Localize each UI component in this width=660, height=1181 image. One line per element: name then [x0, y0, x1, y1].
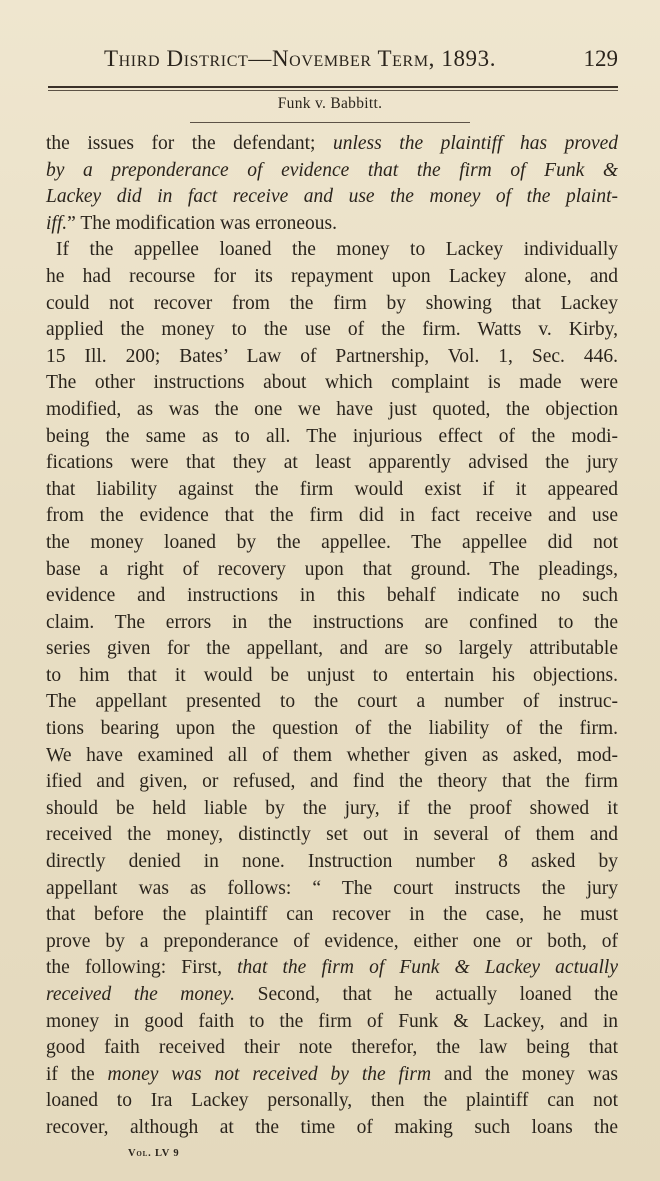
italic-text: iff.: [46, 212, 68, 234]
text-line: [46, 636, 618, 663]
text-line: [46, 583, 618, 610]
text-run: We have examined all of them whether given as asked, mod-: [46, 744, 618, 766]
header-rule-thick: [48, 86, 618, 88]
text-run: prove by a preponderance of evidence, either one or both, of: [46, 930, 618, 952]
signature-mark: Vol. LV 9: [128, 1148, 180, 1159]
text-line: [46, 716, 618, 743]
text-run: the following: First,: [46, 957, 238, 979]
text-run: Second, that he actually loaned the: [235, 984, 618, 1005]
text-run: fications were that they at least apparently advised the jury: [46, 452, 618, 474]
text-run: should be held liable by the jury, if the proof showed it: [46, 797, 618, 819]
text-run: modified, as was the one we have just quoted, the objection: [46, 398, 618, 420]
text-run: ified and given, or refused, and find the theory that the firm: [46, 771, 618, 793]
text-run: the issues for the defendant;: [46, 133, 333, 154]
case-title: Funk v. Babbitt.: [277, 95, 383, 112]
text-run: and the money was: [431, 1063, 618, 1085]
text-run: good faith received their note therefor, the law being that: [46, 1037, 618, 1059]
text-run: the money loaned by the appellee. The appellee did not: [46, 531, 618, 553]
text-run: applied the money to the use of the firm. Watts v. Kirby,: [46, 319, 618, 341]
text-run: from the evidence that the firm did in fact receive and use: [46, 505, 618, 527]
running-head: [104, 46, 618, 72]
text-run: recover, although at the time of making such loans the: [46, 1116, 618, 1138]
italic-text: that the firm of Funk & Lackey actually: [237, 957, 618, 979]
text-line: [46, 477, 618, 504]
text-run: claim. The errors in the instructions are confined to the: [46, 611, 618, 633]
text-line: [46, 264, 618, 291]
text-run: The other instructions about which complaint is made were: [46, 372, 618, 394]
text-line: [46, 1062, 618, 1089]
text-line: [46, 902, 618, 929]
text-line: [46, 237, 618, 264]
page-number: 129: [583, 46, 618, 71]
text-line: [46, 1035, 618, 1062]
text-line: [46, 1115, 618, 1142]
text-line: [46, 769, 618, 796]
text-run: base a right of recovery upon that ground. The pleadings,: [46, 558, 618, 580]
text-line: [46, 796, 618, 823]
text-run: to him that it would be unjust to entertain his objections.: [46, 664, 618, 686]
text-run: if the: [46, 1063, 108, 1085]
text-run: tions bearing upon the question of the liability of the firm.: [46, 718, 618, 740]
text-line: [46, 370, 618, 397]
text-line: [46, 955, 618, 982]
text-run: evidence and instructions in this behalf indicate no such: [46, 585, 618, 607]
text-line: [46, 929, 618, 956]
italic-text: money was not received by the firm: [107, 1063, 432, 1085]
text-run: series given for the appellant, and are so largely attributable: [46, 638, 618, 660]
text-run: directly denied in none. Instruction number 8 asked by: [46, 851, 618, 873]
italic-text: by a preponderance of evidence that the firm of Funk &: [46, 159, 618, 181]
text-line: [46, 663, 618, 690]
text-line: [46, 131, 618, 158]
italic-text: unless the plaintiff has proved: [332, 133, 619, 154]
body-text: [46, 131, 618, 1142]
text-line: [46, 849, 618, 876]
text-line: [46, 291, 618, 318]
text-line: [46, 557, 618, 584]
text-run: loaned to Ira Lackey personally, then the plaintiff can not: [46, 1090, 618, 1112]
text-line: [46, 503, 618, 530]
text-run: If the appellee loaned the money to Lackey individually: [56, 239, 618, 261]
text-line: [46, 743, 618, 770]
text-line: [46, 822, 618, 849]
text-line: [46, 344, 618, 371]
text-line: [46, 1088, 618, 1115]
text-line: [46, 982, 618, 1009]
header-rule-thin: [48, 90, 618, 91]
text-line: [46, 610, 618, 637]
text-run: appellant was as follows: “ The court instructs the jury: [46, 877, 618, 899]
text-run: could not recover from the firm by showing that Lackey: [46, 292, 618, 314]
text-line: [46, 530, 618, 557]
text-run: being the same as to all. The injurious effect of the modi-: [46, 425, 618, 447]
text-run: 15 Ill. 200; Bates’ Law of Partnership, Vol. 1, Sec. 446.: [46, 345, 618, 367]
italic-text: Lackey did in fact receive and use the money of the plaint-: [46, 186, 618, 208]
text-run: money in good faith to the firm of Funk & Lackey, and in: [46, 1010, 618, 1032]
case-title-rule: [190, 122, 470, 123]
text-line: [46, 184, 618, 211]
text-line: [46, 317, 618, 344]
text-run: The appellant presented to the court a number of instruc-: [46, 691, 618, 713]
text-run: that before the plaintiff can recover in the case, he must: [46, 904, 618, 926]
text-line: [46, 211, 618, 238]
italic-text: received the money.: [46, 984, 236, 1005]
text-run: that liability against the firm would exist if it appeared: [46, 478, 618, 500]
text-line: [46, 689, 618, 716]
text-run: ” The modification was erroneous.: [67, 212, 337, 234]
running-title: Third District—November Term, 1893.: [104, 46, 497, 71]
text-run: he had recourse for its repayment upon Lackey alone, and: [46, 265, 618, 287]
text-line: [46, 397, 618, 424]
text-line: [46, 424, 618, 451]
text-line: [46, 876, 618, 903]
text-line: [46, 450, 618, 477]
text-line: [46, 1009, 618, 1036]
text-run: received the money, distinctly set out in several of them and: [46, 824, 618, 846]
text-line: [46, 158, 618, 185]
